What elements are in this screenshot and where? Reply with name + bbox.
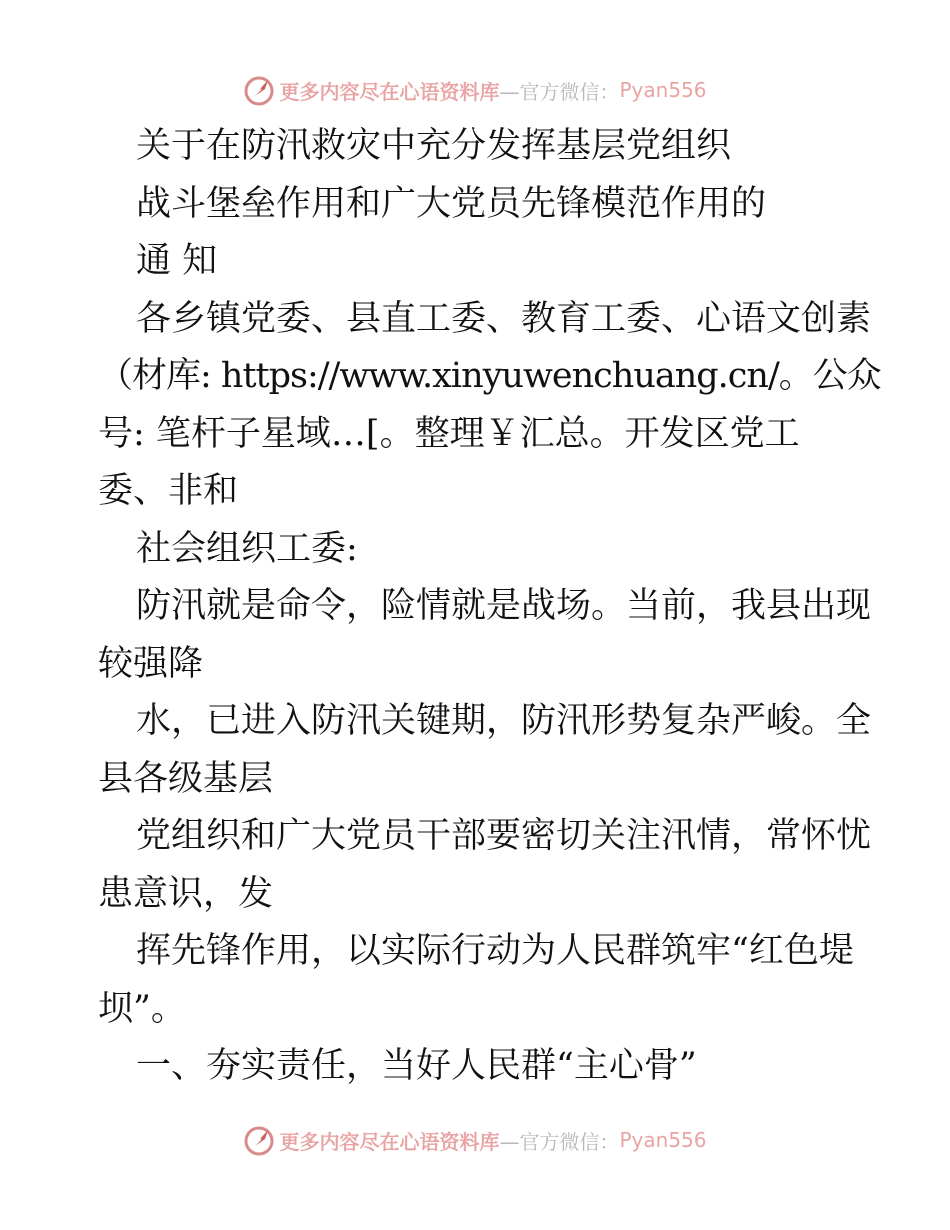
- doc-paragraph-line: 水，已进入防汛关键期，防汛形势复杂严峻。全: [136, 701, 872, 741]
- doc-title-line-1: 关于在防汛救灾中充分发挥基层党组织: [136, 126, 732, 166]
- doc-paragraph-line: 党组织和广大党员干部要密切关注汛情，常怀忧: [136, 816, 872, 856]
- quill-circle-logo-icon: [243, 1124, 275, 1156]
- watermark-banner-bottom: [0, 1120, 950, 1160]
- watermark-main-text: 更多内容尽在心语资料库: [279, 79, 500, 104]
- doc-section-heading: 一、夯实责任，当好人民群“主心骨”: [136, 1046, 697, 1086]
- doc-paragraph-line: 挥先锋作用，以实际行动为人民群筑牢“红色堤: [136, 931, 854, 971]
- doc-paragraph-line: 患意识，发: [98, 873, 274, 914]
- document-body: [98, 118, 881, 1096]
- watermark-banner-top: [0, 70, 950, 110]
- doc-paragraph-line: 防汛就是命令，险情就是战场。当前，我县出现: [136, 586, 872, 626]
- watermark-wechat-id: Pyan556: [619, 1128, 707, 1152]
- doc-paragraph-line: 各乡镇党委、县直工委、教育工委、心语文创素: [136, 298, 872, 339]
- doc-title-line-2: 战斗堡垒作用和广大党员先锋模范作用的: [136, 183, 767, 224]
- doc-paragraph-line: 委、非和: [98, 471, 239, 511]
- doc-paragraph-line: 较强降: [98, 643, 204, 684]
- watermark-wechat-id: Pyan556: [619, 78, 707, 102]
- quill-circle-logo-icon: [243, 74, 275, 106]
- doc-paragraph-line: 号: 笔杆子星域…[。整理￥汇总。开发区党工: [98, 413, 800, 454]
- doc-title-line-3: 通 知: [136, 241, 218, 281]
- watermark-sub-text: —官方微信：: [499, 1129, 620, 1154]
- watermark-main-text: 更多内容尽在心语资料库: [279, 1129, 500, 1154]
- doc-paragraph-line: 社会组织工委:: [136, 528, 358, 569]
- watermark-sub-text: —官方微信：: [499, 79, 620, 104]
- doc-paragraph-line: 县各级基层: [98, 758, 274, 799]
- doc-paragraph-line: 坝”。: [98, 988, 186, 1029]
- doc-paragraph-line: （材库: https://www.xinyuwenchuang.cn/。公众: [98, 356, 881, 396]
